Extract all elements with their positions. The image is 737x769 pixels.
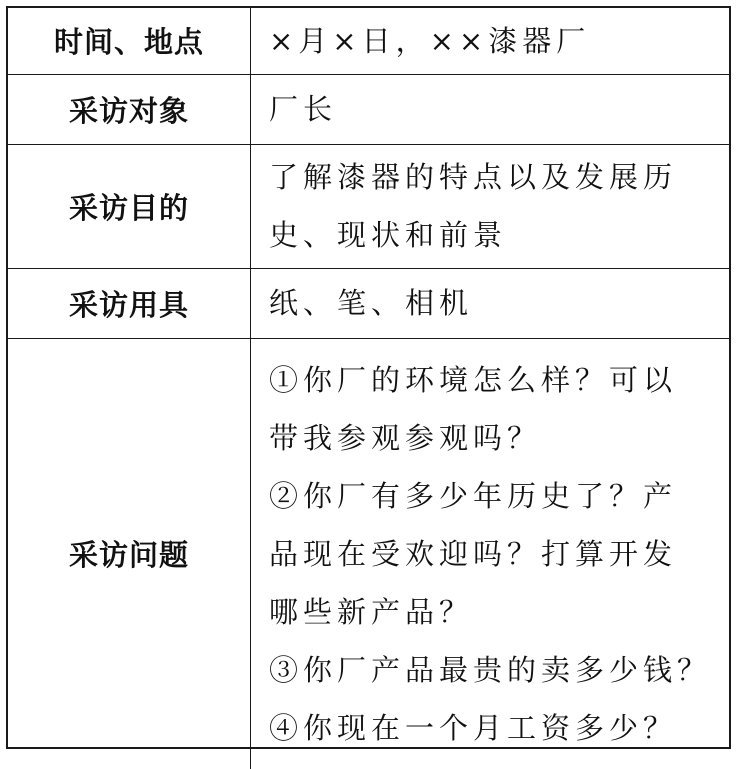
question-line: ④你现在一个月工资多少？ xyxy=(269,710,678,745)
table-row-purpose xyxy=(8,144,729,268)
table-row-interviewee xyxy=(8,74,729,144)
row-label: 采访用具 xyxy=(8,268,251,338)
value-line: 史、现状和前景 xyxy=(269,218,508,252)
question-line: 品现在受欢迎吗？打算开发 xyxy=(269,536,678,571)
question-line: 带我参观参观吗？ xyxy=(269,420,542,455)
question-line: 哪些新产品？ xyxy=(269,594,474,629)
value-line: 了解漆器的特点以及发展历 xyxy=(269,160,678,194)
table-row-time-place xyxy=(8,8,729,74)
value-line: 厂长 xyxy=(269,92,338,126)
question-line: ①你厂的环境怎么样？可以 xyxy=(269,362,678,397)
row-label: 采访对象 xyxy=(8,74,251,144)
row-label: 时间、地点 xyxy=(8,8,251,74)
row-value xyxy=(251,144,730,268)
row-value xyxy=(251,8,730,74)
question-line: ②你厂有多少年历史了？产 xyxy=(269,478,678,513)
table-row-tools xyxy=(8,268,729,338)
row-value xyxy=(251,268,730,338)
row-value xyxy=(251,338,730,769)
question-line: ③你厂产品最贵的卖多少钱？ xyxy=(269,652,712,687)
row-label: 采访目的 xyxy=(8,144,251,268)
row-label: 采访问题 xyxy=(8,338,251,769)
value-line: 纸、笔、相机 xyxy=(269,286,474,320)
interview-plan-table xyxy=(6,6,731,749)
table-row-questions xyxy=(8,338,729,769)
interview-table xyxy=(8,8,729,769)
value-line: ×月×日，××漆器厂 xyxy=(269,23,591,58)
row-value xyxy=(251,74,730,144)
